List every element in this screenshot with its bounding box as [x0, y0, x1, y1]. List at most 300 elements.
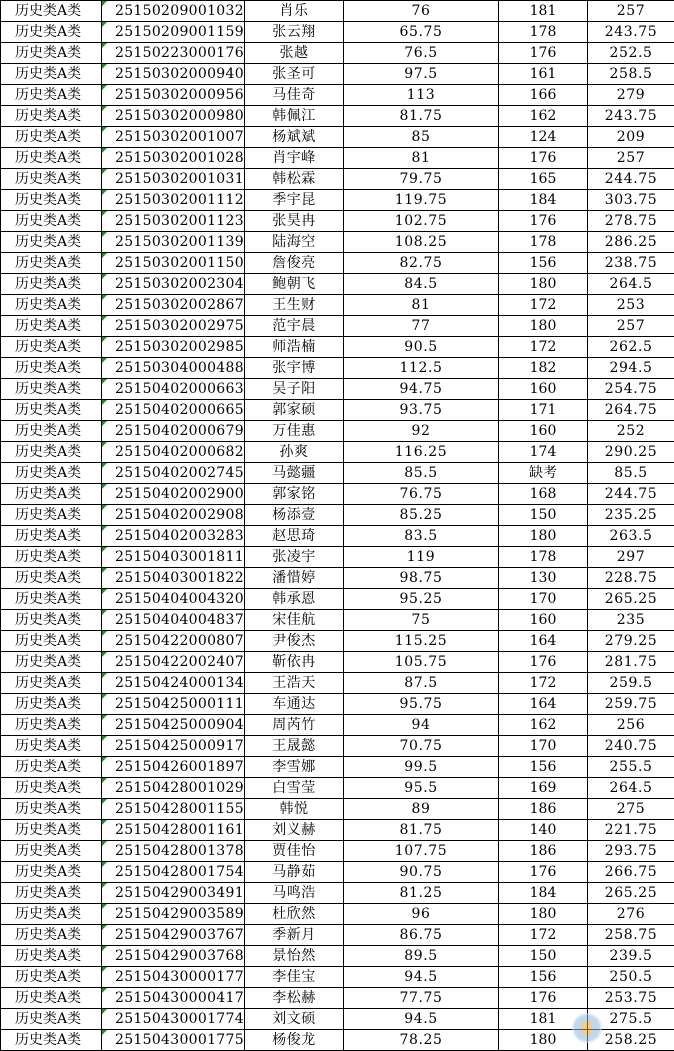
- pe-score-cell[interactable]: [499, 211, 588, 232]
- written-score-cell[interactable]: [344, 400, 499, 421]
- written-score-cell[interactable]: [344, 862, 499, 883]
- name-cell[interactable]: [245, 589, 344, 610]
- pe-score-cell[interactable]: [499, 694, 588, 715]
- category-cell[interactable]: [1, 778, 102, 799]
- written-score-cell[interactable]: [344, 526, 499, 547]
- total-score-cell[interactable]: [588, 694, 674, 715]
- category-cell[interactable]: [1, 610, 102, 631]
- written-score-cell[interactable]: [344, 904, 499, 925]
- name-cell[interactable]: [245, 883, 344, 904]
- total-score-cell[interactable]: [588, 274, 674, 295]
- written-score-cell[interactable]: [344, 883, 499, 904]
- exam-id-cell[interactable]: [102, 190, 245, 211]
- exam-id-cell[interactable]: [102, 673, 245, 694]
- category-cell[interactable]: [1, 106, 102, 127]
- total-score-cell[interactable]: [588, 85, 674, 106]
- category-cell[interactable]: [1, 736, 102, 757]
- pe-score-cell[interactable]: [499, 421, 588, 442]
- category-cell[interactable]: [1, 484, 102, 505]
- category-cell[interactable]: [1, 442, 102, 463]
- exam-id-cell[interactable]: [102, 883, 245, 904]
- total-score-cell[interactable]: [588, 505, 674, 526]
- name-cell[interactable]: [245, 736, 344, 757]
- exam-id-cell[interactable]: [102, 1009, 245, 1030]
- total-score-cell[interactable]: [588, 1, 674, 22]
- name-cell[interactable]: [245, 274, 344, 295]
- name-cell[interactable]: [245, 127, 344, 148]
- written-score-cell[interactable]: [344, 946, 499, 967]
- exam-id-cell[interactable]: [102, 799, 245, 820]
- total-score-cell[interactable]: [588, 757, 674, 778]
- written-score-cell[interactable]: [344, 106, 499, 127]
- name-cell[interactable]: [245, 358, 344, 379]
- written-score-cell[interactable]: [344, 337, 499, 358]
- exam-id-cell[interactable]: [102, 967, 245, 988]
- pe-score-cell[interactable]: [499, 883, 588, 904]
- category-cell[interactable]: [1, 211, 102, 232]
- pe-score-cell[interactable]: [499, 22, 588, 43]
- name-cell[interactable]: [245, 232, 344, 253]
- category-cell[interactable]: [1, 169, 102, 190]
- pe-score-cell[interactable]: [499, 526, 588, 547]
- name-cell[interactable]: [245, 820, 344, 841]
- name-cell[interactable]: [245, 925, 344, 946]
- pe-score-cell[interactable]: [499, 1030, 588, 1051]
- total-score-cell[interactable]: [588, 358, 674, 379]
- category-cell[interactable]: [1, 253, 102, 274]
- category-cell[interactable]: [1, 904, 102, 925]
- total-score-cell[interactable]: [588, 946, 674, 967]
- category-cell[interactable]: [1, 463, 102, 484]
- pe-score-cell[interactable]: [499, 778, 588, 799]
- exam-id-cell[interactable]: [102, 589, 245, 610]
- category-cell[interactable]: [1, 505, 102, 526]
- exam-id-cell[interactable]: [102, 106, 245, 127]
- exam-id-cell[interactable]: [102, 694, 245, 715]
- total-score-cell[interactable]: [588, 988, 674, 1009]
- total-score-cell[interactable]: [588, 673, 674, 694]
- name-cell[interactable]: [245, 778, 344, 799]
- name-cell[interactable]: [245, 337, 344, 358]
- total-score-cell[interactable]: [588, 421, 674, 442]
- written-score-cell[interactable]: [344, 274, 499, 295]
- exam-id-cell[interactable]: [102, 484, 245, 505]
- category-cell[interactable]: [1, 883, 102, 904]
- name-cell[interactable]: [245, 484, 344, 505]
- exam-id-cell[interactable]: [102, 631, 245, 652]
- category-cell[interactable]: [1, 1, 102, 22]
- pe-score-cell[interactable]: [499, 946, 588, 967]
- written-score-cell[interactable]: [344, 925, 499, 946]
- category-cell[interactable]: [1, 22, 102, 43]
- written-score-cell[interactable]: [344, 1030, 499, 1051]
- written-score-cell[interactable]: [344, 421, 499, 442]
- exam-id-cell[interactable]: [102, 505, 245, 526]
- category-cell[interactable]: [1, 715, 102, 736]
- pe-score-cell[interactable]: [499, 106, 588, 127]
- pe-score-cell[interactable]: [499, 568, 588, 589]
- exam-id-cell[interactable]: [102, 715, 245, 736]
- exam-id-cell[interactable]: [102, 295, 245, 316]
- total-score-cell[interactable]: [588, 484, 674, 505]
- total-score-cell[interactable]: [588, 967, 674, 988]
- written-score-cell[interactable]: [344, 232, 499, 253]
- name-cell[interactable]: [245, 1030, 344, 1051]
- written-score-cell[interactable]: [344, 316, 499, 337]
- category-cell[interactable]: [1, 631, 102, 652]
- name-cell[interactable]: [245, 64, 344, 85]
- category-cell[interactable]: [1, 232, 102, 253]
- exam-id-cell[interactable]: [102, 379, 245, 400]
- category-cell[interactable]: [1, 190, 102, 211]
- category-cell[interactable]: [1, 379, 102, 400]
- category-cell[interactable]: [1, 43, 102, 64]
- written-score-cell[interactable]: [344, 148, 499, 169]
- name-cell[interactable]: [245, 442, 344, 463]
- written-score-cell[interactable]: [344, 190, 499, 211]
- written-score-cell[interactable]: [344, 757, 499, 778]
- pe-score-cell[interactable]: [499, 841, 588, 862]
- exam-id-cell[interactable]: [102, 1, 245, 22]
- exam-id-cell[interactable]: [102, 610, 245, 631]
- exam-id-cell[interactable]: [102, 736, 245, 757]
- name-cell[interactable]: [245, 673, 344, 694]
- total-score-cell[interactable]: [588, 106, 674, 127]
- exam-id-cell[interactable]: [102, 421, 245, 442]
- exam-id-cell[interactable]: [102, 316, 245, 337]
- name-cell[interactable]: [245, 505, 344, 526]
- name-cell[interactable]: [245, 190, 344, 211]
- name-cell[interactable]: [245, 799, 344, 820]
- written-score-cell[interactable]: [344, 652, 499, 673]
- pe-score-cell[interactable]: [499, 988, 588, 1009]
- exam-id-cell[interactable]: [102, 925, 245, 946]
- pe-score-cell[interactable]: [499, 736, 588, 757]
- total-score-cell[interactable]: [588, 379, 674, 400]
- name-cell[interactable]: [245, 568, 344, 589]
- total-score-cell[interactable]: [588, 526, 674, 547]
- exam-id-cell[interactable]: [102, 841, 245, 862]
- written-score-cell[interactable]: [344, 22, 499, 43]
- category-cell[interactable]: [1, 337, 102, 358]
- name-cell[interactable]: [245, 211, 344, 232]
- written-score-cell[interactable]: [344, 295, 499, 316]
- total-score-cell[interactable]: [588, 43, 674, 64]
- total-score-cell[interactable]: [588, 211, 674, 232]
- category-cell[interactable]: [1, 148, 102, 169]
- name-cell[interactable]: [245, 400, 344, 421]
- name-cell[interactable]: [245, 610, 344, 631]
- total-score-cell[interactable]: [588, 652, 674, 673]
- exam-id-cell[interactable]: [102, 64, 245, 85]
- name-cell[interactable]: [245, 22, 344, 43]
- exam-id-cell[interactable]: [102, 778, 245, 799]
- exam-id-cell[interactable]: [102, 43, 245, 64]
- total-score-cell[interactable]: [588, 1030, 674, 1051]
- category-cell[interactable]: [1, 400, 102, 421]
- pe-score-cell[interactable]: [499, 148, 588, 169]
- pe-score-cell[interactable]: [499, 442, 588, 463]
- total-score-cell[interactable]: [588, 400, 674, 421]
- name-cell[interactable]: [245, 631, 344, 652]
- category-cell[interactable]: [1, 694, 102, 715]
- pe-score-cell[interactable]: [499, 253, 588, 274]
- exam-id-cell[interactable]: [102, 400, 245, 421]
- written-score-cell[interactable]: [344, 43, 499, 64]
- pe-score-cell[interactable]: [499, 757, 588, 778]
- name-cell[interactable]: [245, 526, 344, 547]
- category-cell[interactable]: [1, 421, 102, 442]
- total-score-cell[interactable]: [588, 295, 674, 316]
- pe-score-cell[interactable]: [499, 904, 588, 925]
- name-cell[interactable]: [245, 1009, 344, 1030]
- exam-id-cell[interactable]: [102, 946, 245, 967]
- name-cell[interactable]: [245, 715, 344, 736]
- category-cell[interactable]: [1, 862, 102, 883]
- name-cell[interactable]: [245, 85, 344, 106]
- exam-id-cell[interactable]: [102, 22, 245, 43]
- written-score-cell[interactable]: [344, 799, 499, 820]
- written-score-cell[interactable]: [344, 715, 499, 736]
- total-score-cell[interactable]: [588, 589, 674, 610]
- exam-id-cell[interactable]: [102, 1030, 245, 1051]
- total-score-cell[interactable]: [588, 862, 674, 883]
- written-score-cell[interactable]: [344, 673, 499, 694]
- exam-id-cell[interactable]: [102, 652, 245, 673]
- name-cell[interactable]: [245, 988, 344, 1009]
- category-cell[interactable]: [1, 64, 102, 85]
- name-cell[interactable]: [245, 904, 344, 925]
- exam-id-cell[interactable]: [102, 85, 245, 106]
- written-score-cell[interactable]: [344, 988, 499, 1009]
- exam-id-cell[interactable]: [102, 904, 245, 925]
- total-score-cell[interactable]: [588, 127, 674, 148]
- written-score-cell[interactable]: [344, 589, 499, 610]
- exam-id-cell[interactable]: [102, 169, 245, 190]
- total-score-cell[interactable]: [588, 820, 674, 841]
- written-score-cell[interactable]: [344, 736, 499, 757]
- pe-score-cell[interactable]: [499, 631, 588, 652]
- written-score-cell[interactable]: [344, 967, 499, 988]
- pe-score-cell[interactable]: [499, 379, 588, 400]
- category-cell[interactable]: [1, 568, 102, 589]
- total-score-cell[interactable]: [588, 904, 674, 925]
- total-score-cell[interactable]: [588, 799, 674, 820]
- pe-score-cell[interactable]: [499, 337, 588, 358]
- pe-score-cell[interactable]: [499, 400, 588, 421]
- total-score-cell[interactable]: [588, 337, 674, 358]
- category-cell[interactable]: [1, 1009, 102, 1030]
- name-cell[interactable]: [245, 43, 344, 64]
- pe-score-cell[interactable]: [499, 64, 588, 85]
- total-score-cell[interactable]: [588, 190, 674, 211]
- category-cell[interactable]: [1, 274, 102, 295]
- pe-score-cell[interactable]: [499, 673, 588, 694]
- written-score-cell[interactable]: [344, 1009, 499, 1030]
- category-cell[interactable]: [1, 316, 102, 337]
- exam-id-cell[interactable]: [102, 757, 245, 778]
- name-cell[interactable]: [245, 652, 344, 673]
- written-score-cell[interactable]: [344, 610, 499, 631]
- exam-id-cell[interactable]: [102, 463, 245, 484]
- pe-score-cell[interactable]: [499, 820, 588, 841]
- category-cell[interactable]: [1, 127, 102, 148]
- total-score-cell[interactable]: [588, 1009, 674, 1030]
- pe-score-cell[interactable]: [499, 232, 588, 253]
- written-score-cell[interactable]: [344, 85, 499, 106]
- written-score-cell[interactable]: [344, 820, 499, 841]
- exam-id-cell[interactable]: [102, 988, 245, 1009]
- total-score-cell[interactable]: [588, 925, 674, 946]
- exam-id-cell[interactable]: [102, 232, 245, 253]
- total-score-cell[interactable]: [588, 568, 674, 589]
- name-cell[interactable]: [245, 841, 344, 862]
- pe-score-cell[interactable]: [499, 484, 588, 505]
- name-cell[interactable]: [245, 316, 344, 337]
- pe-score-cell[interactable]: [499, 505, 588, 526]
- written-score-cell[interactable]: [344, 211, 499, 232]
- pe-score-cell[interactable]: [499, 463, 588, 484]
- name-cell[interactable]: [245, 547, 344, 568]
- total-score-cell[interactable]: [588, 148, 674, 169]
- category-cell[interactable]: [1, 1030, 102, 1051]
- exam-id-cell[interactable]: [102, 820, 245, 841]
- exam-id-cell[interactable]: [102, 274, 245, 295]
- exam-id-cell[interactable]: [102, 526, 245, 547]
- name-cell[interactable]: [245, 946, 344, 967]
- name-cell[interactable]: [245, 106, 344, 127]
- category-cell[interactable]: [1, 757, 102, 778]
- name-cell[interactable]: [245, 295, 344, 316]
- written-score-cell[interactable]: [344, 253, 499, 274]
- category-cell[interactable]: [1, 946, 102, 967]
- category-cell[interactable]: [1, 988, 102, 1009]
- category-cell[interactable]: [1, 547, 102, 568]
- name-cell[interactable]: [245, 148, 344, 169]
- exam-id-cell[interactable]: [102, 862, 245, 883]
- pe-score-cell[interactable]: [499, 715, 588, 736]
- pe-score-cell[interactable]: [499, 85, 588, 106]
- total-score-cell[interactable]: [588, 547, 674, 568]
- written-score-cell[interactable]: [344, 778, 499, 799]
- total-score-cell[interactable]: [588, 442, 674, 463]
- pe-score-cell[interactable]: [499, 799, 588, 820]
- written-score-cell[interactable]: [344, 631, 499, 652]
- exam-id-cell[interactable]: [102, 358, 245, 379]
- category-cell[interactable]: [1, 589, 102, 610]
- category-cell[interactable]: [1, 841, 102, 862]
- pe-score-cell[interactable]: [499, 862, 588, 883]
- total-score-cell[interactable]: [588, 316, 674, 337]
- exam-id-cell[interactable]: [102, 442, 245, 463]
- total-score-cell[interactable]: [588, 841, 674, 862]
- pe-score-cell[interactable]: [499, 652, 588, 673]
- name-cell[interactable]: [245, 379, 344, 400]
- written-score-cell[interactable]: [344, 694, 499, 715]
- category-cell[interactable]: [1, 673, 102, 694]
- total-score-cell[interactable]: [588, 64, 674, 85]
- exam-id-cell[interactable]: [102, 148, 245, 169]
- pe-score-cell[interactable]: [499, 169, 588, 190]
- pe-score-cell[interactable]: [499, 127, 588, 148]
- total-score-cell[interactable]: [588, 169, 674, 190]
- total-score-cell[interactable]: [588, 232, 674, 253]
- written-score-cell[interactable]: [344, 1, 499, 22]
- total-score-cell[interactable]: [588, 463, 674, 484]
- pe-score-cell[interactable]: [499, 190, 588, 211]
- pe-score-cell[interactable]: [499, 1009, 588, 1030]
- total-score-cell[interactable]: [588, 631, 674, 652]
- pe-score-cell[interactable]: [499, 925, 588, 946]
- pe-score-cell[interactable]: [499, 43, 588, 64]
- pe-score-cell[interactable]: [499, 589, 588, 610]
- exam-id-cell[interactable]: [102, 127, 245, 148]
- written-score-cell[interactable]: [344, 169, 499, 190]
- category-cell[interactable]: [1, 820, 102, 841]
- written-score-cell[interactable]: [344, 568, 499, 589]
- written-score-cell[interactable]: [344, 64, 499, 85]
- total-score-cell[interactable]: [588, 778, 674, 799]
- total-score-cell[interactable]: [588, 736, 674, 757]
- category-cell[interactable]: [1, 85, 102, 106]
- category-cell[interactable]: [1, 526, 102, 547]
- written-score-cell[interactable]: [344, 484, 499, 505]
- exam-id-cell[interactable]: [102, 211, 245, 232]
- name-cell[interactable]: [245, 169, 344, 190]
- pe-score-cell[interactable]: [499, 967, 588, 988]
- pe-score-cell[interactable]: [499, 1, 588, 22]
- name-cell[interactable]: [245, 757, 344, 778]
- pe-score-cell[interactable]: [499, 610, 588, 631]
- name-cell[interactable]: [245, 862, 344, 883]
- category-cell[interactable]: [1, 295, 102, 316]
- category-cell[interactable]: [1, 652, 102, 673]
- written-score-cell[interactable]: [344, 358, 499, 379]
- written-score-cell[interactable]: [344, 463, 499, 484]
- total-score-cell[interactable]: [588, 883, 674, 904]
- category-cell[interactable]: [1, 967, 102, 988]
- name-cell[interactable]: [245, 694, 344, 715]
- name-cell[interactable]: [245, 967, 344, 988]
- name-cell[interactable]: [245, 253, 344, 274]
- written-score-cell[interactable]: [344, 547, 499, 568]
- pe-score-cell[interactable]: [499, 358, 588, 379]
- exam-id-cell[interactable]: [102, 337, 245, 358]
- name-cell[interactable]: [245, 1, 344, 22]
- category-cell[interactable]: [1, 358, 102, 379]
- exam-id-cell[interactable]: [102, 253, 245, 274]
- pe-score-cell[interactable]: [499, 295, 588, 316]
- name-cell[interactable]: [245, 421, 344, 442]
- written-score-cell[interactable]: [344, 127, 499, 148]
- category-cell[interactable]: [1, 925, 102, 946]
- exam-id-cell[interactable]: [102, 547, 245, 568]
- written-score-cell[interactable]: [344, 379, 499, 400]
- total-score-cell[interactable]: [588, 22, 674, 43]
- written-score-cell[interactable]: [344, 841, 499, 862]
- written-score-cell[interactable]: [344, 505, 499, 526]
- written-score-cell[interactable]: [344, 442, 499, 463]
- name-cell[interactable]: [245, 463, 344, 484]
- pe-score-cell[interactable]: [499, 547, 588, 568]
- total-score-cell[interactable]: [588, 715, 674, 736]
- pe-score-cell[interactable]: [499, 274, 588, 295]
- total-score-cell[interactable]: [588, 253, 674, 274]
- total-score-cell[interactable]: [588, 610, 674, 631]
- exam-id-cell[interactable]: [102, 568, 245, 589]
- category-cell[interactable]: [1, 799, 102, 820]
- pe-score-cell[interactable]: [499, 316, 588, 337]
